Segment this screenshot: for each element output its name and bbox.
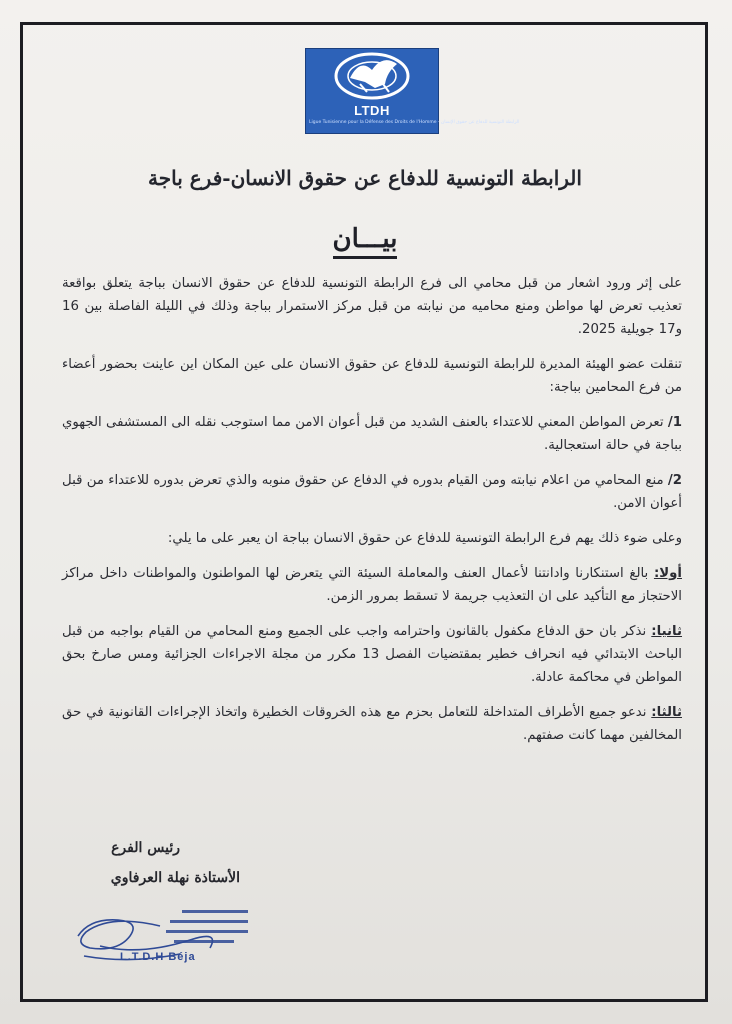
finding-2 xyxy=(62,469,682,515)
signature-block xyxy=(70,840,240,886)
point-first-label: أولا: xyxy=(653,566,682,581)
finding-2-number: 2/ xyxy=(667,473,682,488)
stamp-id: L.T.D.H Béja xyxy=(120,951,196,963)
signer-role: رئيس الفرع xyxy=(111,840,180,856)
finding-1-number: 1/ xyxy=(667,415,682,430)
statement-body xyxy=(62,272,682,759)
paragraph-intro: على إثر ورود اشعار من قبل محامي الى فرع الرابطة التونسية للدفاع عن حقوق الانسان بباجة يتعلق بواقعة تعذيب تعرض لها مواطن ومنع محاميه من نيابته من قبل مركز الاستمرار بباجة وذلك في الليلة الفاصلة بين 16 و17 جويلية 2025. xyxy=(62,276,682,337)
ltdh-logo xyxy=(305,48,520,134)
finding-1-text: تعرض المواطن المعني للاعتداء بالعنف الشديد من قبل أعوان الامن مما استوجب نقله الى المستشفى الجهوي بباجة في حالة استعجالية. xyxy=(62,415,682,453)
point-third xyxy=(62,701,682,747)
point-first-text: بالغ استنكارنا وادانتنا لأعمال العنف والمعاملة السيئة التي يتعرض لها المواطنون والمواطنات داخل مراكز الاحتجاز مع التأكيد على ان التعذيب جريمة لا تسقط بمرور الزمن. xyxy=(62,566,682,604)
logo-subtitle: Ligue Tunisienne pour la Défense des Droits de l'Homme - الرابطة التونسية للدفاع عن حقوق الإنسان xyxy=(309,120,520,125)
point-third-text: ندعو جميع الأطراف المتداخلة للتعامل بحزم مع هذه الخروقات الخطيرة واتخاذ الإجراءات القانونية في حق المخالفين مهما كانت صفتهم. xyxy=(62,705,682,743)
point-second-text: نذكر بان حق الدفاع مكفول بالقانون واحترامه واجب على الجميع ومنع المحامي من القيام بواجبه من قبل الباحث الابتدائي فيه انحراف خطير بمقتضيات الفصل 13 مكرر من مجلة الاجراءات الجزائية ومس صارخ بحق المواطن في محاكمة عادلة. xyxy=(62,624,682,685)
finding-2-text: منع المحامي من اعلام نيابته ومن القيام بدوره في الدفاع عن حقوق منوبه والذي تعرض بدوره للاعتداء من قبل أعوان الامن. xyxy=(62,473,682,511)
statement-title xyxy=(250,224,480,254)
point-first xyxy=(62,562,682,608)
point-second xyxy=(62,620,682,689)
statement-title-text: بيـــان xyxy=(333,224,398,259)
organization-title: الرابطة التونسية للدفاع عن حقوق الانسان-فرع باجة xyxy=(148,166,582,190)
point-second-label: ثانيا: xyxy=(651,624,683,639)
paragraph-visit: تنقلت عضو الهيئة المديرة للرابطة التونسية للدفاع عن حقوق الانسان على عين المكان اين عاينت بحضور أعضاء من فرع المحامين بباجة: xyxy=(62,357,682,395)
finding-1 xyxy=(62,411,682,457)
point-third-label: ثالثا: xyxy=(651,705,682,720)
paragraph-position: وعلى ضوء ذلك يهم فرع الرابطة التونسية للدفاع عن حقوق الانسان بباجة ان يعبر على ما يلي: xyxy=(167,531,682,546)
signer-name: الأستاذة نهلة العرفاوي xyxy=(110,870,240,886)
logo-acronym: LTDH xyxy=(354,103,390,118)
